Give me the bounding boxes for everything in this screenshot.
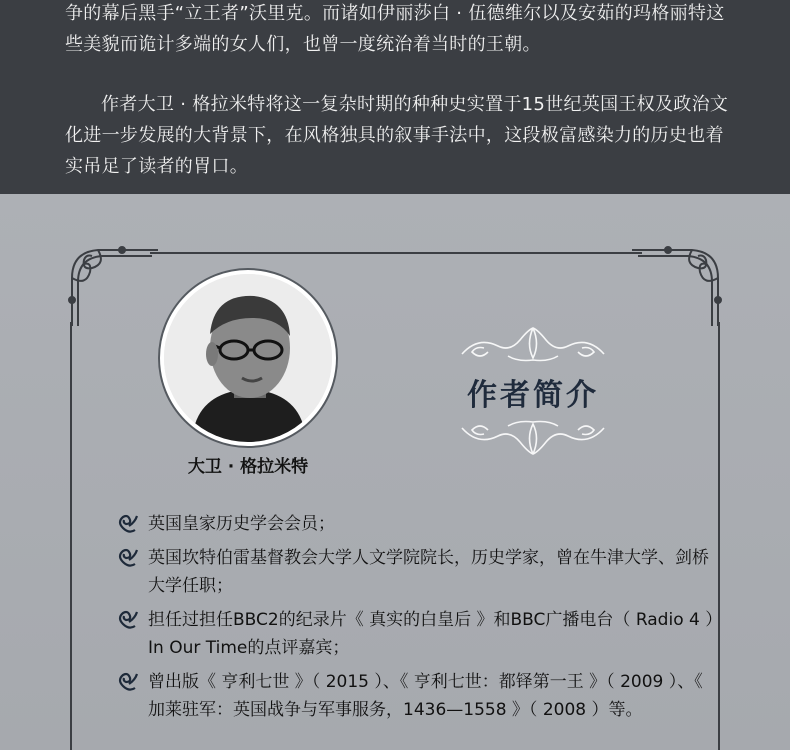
swirl-bullet-icon — [115, 608, 139, 630]
flourish-corner-icon — [628, 238, 728, 330]
flourish-corner-icon — [62, 238, 162, 330]
list-item — [115, 510, 715, 539]
bio-item-text: 担任过担任BBC2的纪录片《 真实的白皇后 》和BBC广播电台（ Radio 4 ）In Our Time的点评嘉宾； — [148, 609, 714, 658]
author-bio-list — [115, 510, 715, 730]
frame-left-line — [70, 322, 72, 750]
flourish-divider-icon — [458, 322, 608, 366]
frame-top-line — [150, 252, 642, 254]
flourish-divider-icon — [458, 416, 608, 460]
swirl-bullet-icon — [115, 670, 139, 692]
bio-item-text: 英国坎特伯雷基督教会大学人文学院院长，历史学家，曾在牛津大学、剑桥大学任职； — [148, 547, 709, 596]
swirl-bullet-icon — [115, 546, 139, 568]
swirl-bullet-icon — [115, 512, 139, 534]
list-item — [115, 606, 715, 663]
author-photo-image — [164, 274, 332, 442]
author-portrait — [160, 270, 336, 446]
frame-right-line — [718, 322, 720, 750]
intro-panel — [0, 0, 790, 194]
bio-item-text: 曾出版《 亨利七世 》（ 2015 ）、《 亨利七世：都铎第一王 》（ 2009 ）、《 加莱驻军：英国战争与军事服务，1436—1558 》（ 2008 ）等。 — [148, 671, 703, 720]
intro-paragraph-2: 作者大卫 · 格拉米特将这一复杂时期的种种史实置于15世纪英国王权及政治文化进一步发展的大背景下，在风格独具的叙事手法中，这段极富感染力的历史也着实吊足了读者的胃口。 — [65, 94, 729, 177]
section-title: 作者简介 — [467, 378, 599, 413]
list-item — [115, 544, 715, 601]
bio-item-text: 英国皇家历史学会会员； — [148, 514, 335, 534]
intro-paragraph-1: 争的幕后黑手“立王者”沃里克。而诸如伊丽莎白 · 伍德维尔以及安茹的玛格丽特这些美貌而诡计多端的女人们，也曾一度统治着当时的王朝。 — [65, 3, 725, 55]
list-item — [115, 668, 715, 725]
author-name: 大卫 · 格拉米特 — [187, 457, 309, 477]
